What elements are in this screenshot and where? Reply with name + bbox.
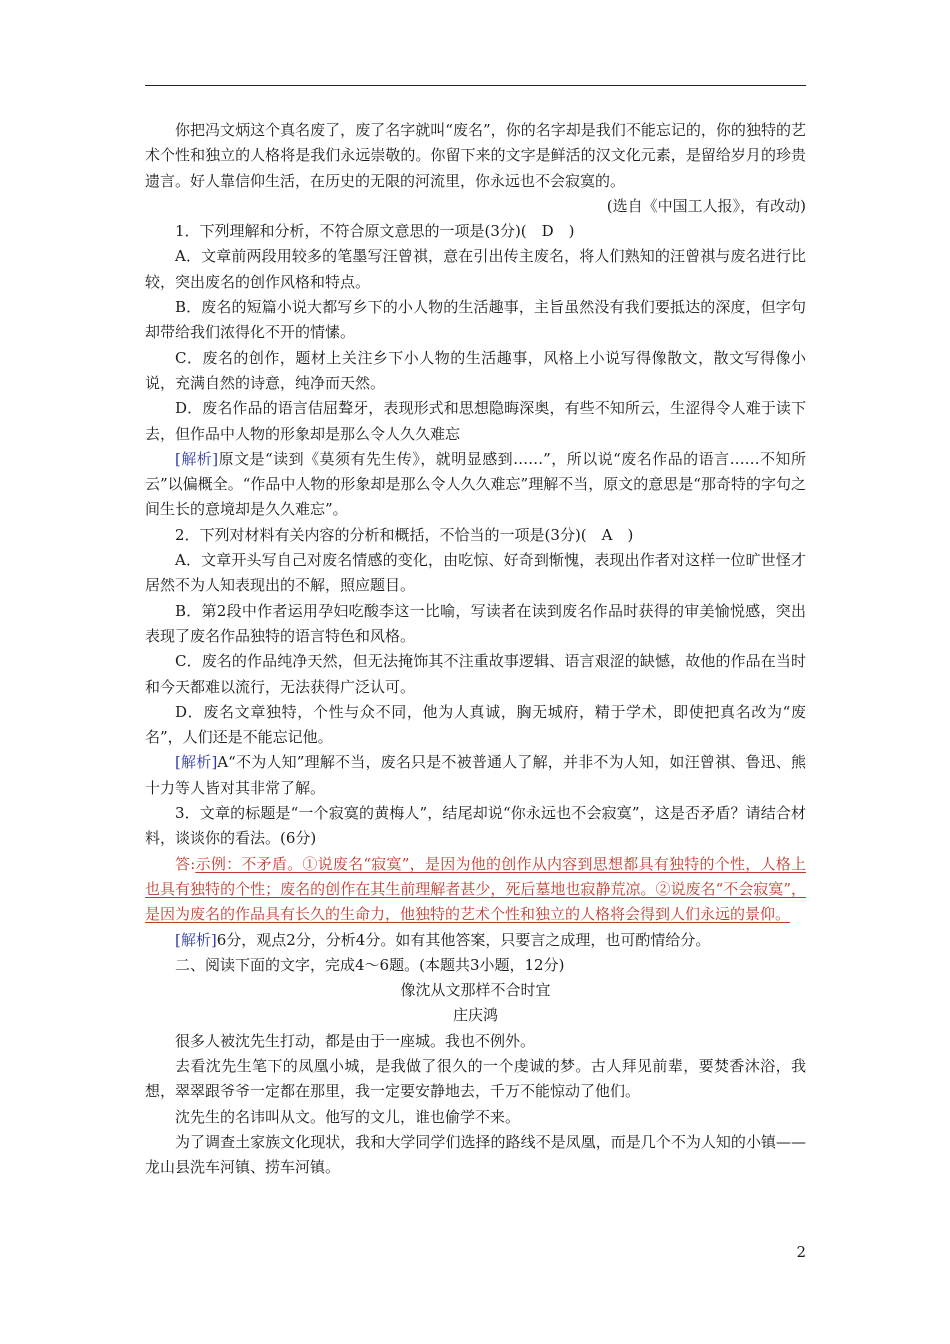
source-note: (选自《中国工人报》，有改动) — [606, 196, 806, 215]
analysis-1 — [145, 447, 806, 523]
page-number: 2 — [796, 1243, 806, 1261]
paragraph-ending: 你把冯文炳这个真名废了，废了名字就叫“废名”，你的名字却是我们不能忘记的，你的独特的艺术个性和独立的人格将是我们永远崇敬的。你留下来的文字是鲜活的汉文化元素，是留给岁月的珍贵遗言。好人靠信仰生活，在历史的无限的河流里，你永远也不会寂寞的。 — [145, 121, 806, 190]
article-paragraph-3: 沈先生的名讳叫从文。他写的文儿，谁也偷学不来。 — [175, 1107, 521, 1126]
article-paragraph-4: 为了调查土家族文化现状，我和大学同学们选择的路线不是凤凰，而是几个不为人知的小镇——龙山县洗车河镇、捞车河镇。 — [145, 1132, 806, 1177]
analysis-tag: [解析] — [175, 449, 219, 468]
analysis-tag: [解析] — [175, 753, 218, 772]
answer-tag: 答: — [175, 854, 196, 873]
analysis-3 — [145, 928, 806, 953]
question-2-option-d: D．废名文章独特，个性与众不同，他为人真诚，胸无城府，精于学术，即使把真名改为“废名”，人们还是不能忘记他。 — [145, 702, 806, 747]
section-heading: 二、阅读下面的文字，完成4～6题。(本题共3小题，12分) — [175, 955, 565, 974]
article-paragraph-2: 去看沈先生笔下的凤凰小城，是我做了很久的一个虔诚的梦。古人拜见前辈，要焚香沐浴，我想，翠翠跟爷爷一定都在那里，我一定要安静地去，千万不能惊动了他们。 — [145, 1056, 806, 1101]
article-author: 庄庆鸿 — [452, 1006, 498, 1025]
question-1-option-d: D．废名作品的语言佶屈聱牙，表现形式和思想隐晦深奥，有些不知所云，生涩得令人难于读下去，但作品中人物的形象却是那么令人久久难忘 — [145, 399, 806, 443]
question-2-option-b: B．第2段中作者运用孕妇吃酸李这一比喻，写读者在读到废名作品时获得的审美愉悦感，突出表现了废名作品独特的语言特色和风格。 — [145, 601, 806, 645]
analysis-2-text: A“不为人知”理解不当，废名只是不被普通人了解，并非不为人知，如汪曾祺、鲁迅、熊十力等人皆对其非常了解。 — [145, 753, 806, 797]
question-2-option-a: A．文章开头写自己对废名情感的变化，由吃惊、好奇到惭愧，表现出作者对这样一位旷世怪才居然不为人知表现出的不解，照应题目。 — [145, 551, 806, 595]
document-body — [145, 118, 806, 1180]
question-1-option-c: C．废名的创作，题材上关注乡下小人物的生活趣事，风格上小说写得像散文，散文写得像小说，充满自然的诗意，纯净而天然。 — [145, 348, 806, 392]
analysis-tag: [解析] — [175, 930, 217, 949]
question-2-option-c: C．废名的作品纯净天然，但无法掩饰其不注重故事逻辑、语言艰涩的缺憾，故他的作品在当时和今天都难以流行，无法获得广泛认可。 — [145, 652, 806, 696]
answer-3-text: 示例：不矛盾。①说废名“寂寞”，是因为他的创作从内容到思想都具有独特的个性，人格上也具有独特的个性；废名的创作在其生前理解者甚少，死后墓地也寂静荒凉。②说废名“不会寂寞”，是因为废名的作品具有长久的生命力，他独特的艺术个性和独立的人格将会得到人们永远的景仰。 — [145, 854, 806, 924]
question-1-option-b: B．废名的短篇小说大都写乡下的小人物的生活趣事，主旨虽然没有我们要抵达的深度，但字句却带给我们浓得化不开的情愫。 — [145, 298, 806, 342]
question-3: 3．文章的标题是“一个寂寞的黄梅人”，结尾却说“你永远也不会寂寞”，这是否矛盾？请结合材料，谈谈你的看法。(6分) — [145, 804, 806, 848]
answer-3 — [145, 852, 806, 928]
question-2: 2．下列对材料有关内容的分析和概括，不恰当的一项是(3分)( A ) — [175, 525, 634, 544]
header-rule — [145, 85, 806, 86]
analysis-2 — [145, 750, 806, 801]
question-1: 1．下列理解和分析，不符合原文意思的一项是(3分)( D ) — [175, 222, 575, 241]
analysis-3-text: 6分，观点2分，分析4分。如有其他答案，只要言之成理，也可酌情给分。 — [216, 930, 711, 949]
article-title: 像沈从文那样不合时宜 — [400, 981, 551, 1000]
question-1-option-a: A．文章前两段用较多的笔墨写汪曾祺，意在引出传主废名，将人们熟知的汪曾祺与废名进行比较，突出废名的创作风格和特点。 — [145, 247, 806, 291]
article-paragraph-1: 很多人被沈先生打动，都是由于一座城。我也不例外。 — [175, 1031, 536, 1050]
analysis-1-text: 原文是“读到《莫须有先生传》，就明显感到……”，所以说“废名作品的语言……不知所云”以偏概全。“作品中人物的形象却是那么令人久久难忘”理解不当，原文的意思是“那奇特的字句之间生长的意境却是久久难忘”。 — [145, 449, 806, 519]
